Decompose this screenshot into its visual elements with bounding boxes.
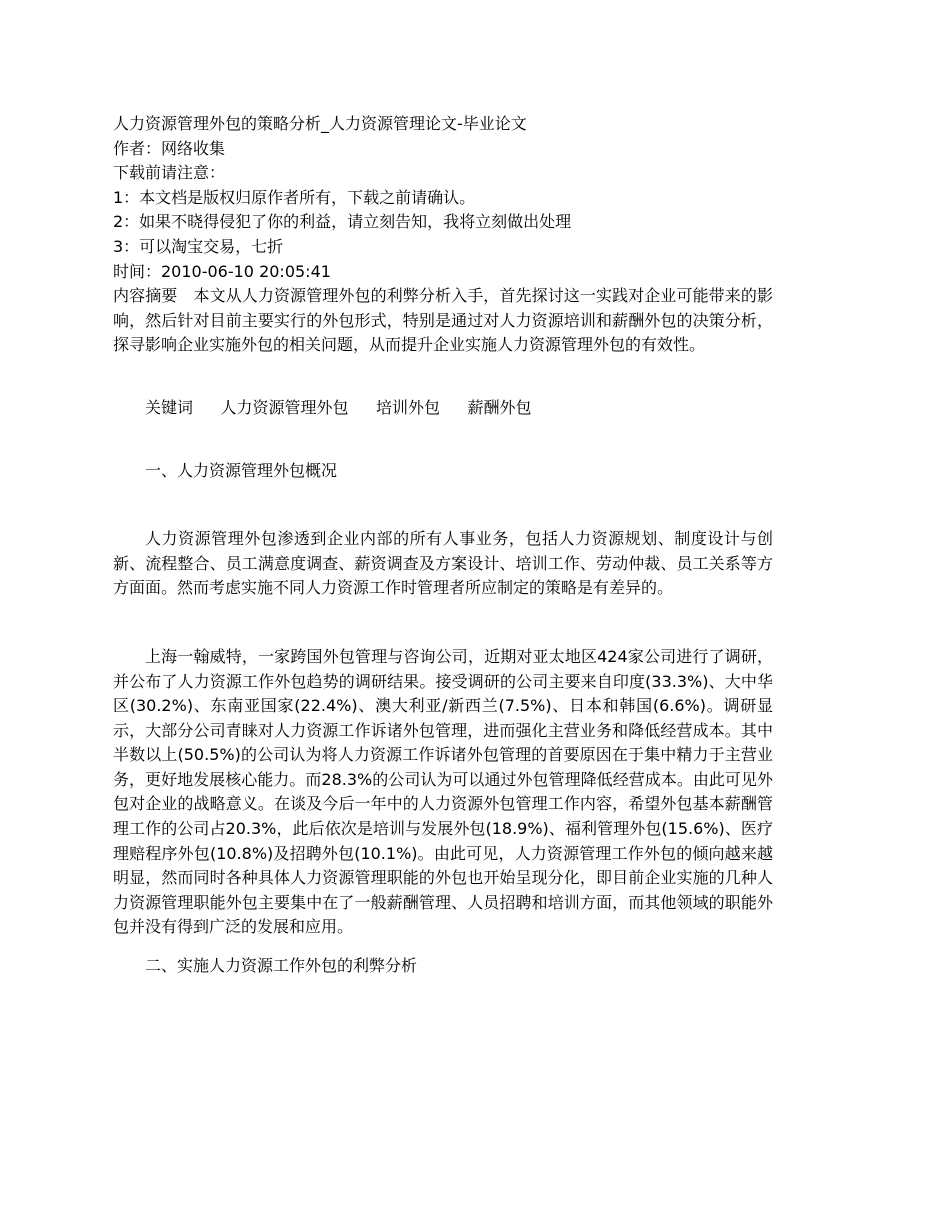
notice-heading: 下载前请注意： (113, 163, 226, 183)
body-paragraph-1: 人力资源管理外包渗透到企业内部的所有人事业务，包括人力资源规划、制度设计与创新、流程整合、员工满意度调查、薪资调查及方案设计、培训工作、劳动仲裁、员工关系等方方面面。然而考虑实施不同人力资源工作时管理者所应制定的策略是有差异的。 (113, 529, 773, 598)
body-paragraph-2: 上海一翰威特，一家跨国外包管理与咨询公司，近期对亚太地区424家公司进行了调研，并公布了人力资源工作外包趋势的调研结果。接受调研的公司主要来自印度(33.3%)、大中华区(30.2%)、东南亚国家(22.4%)、澳大利亚/新西兰(7.5%)、日本和韩国(6.6%)。调研显示，大部分公司青睐对人力资源工作诉诸外包管理，进而强化主营业务和降低经营成本。其中半数以上(50.5%)的公司认为将人力资源工作诉诸外包管理的首要原因在于集中精力于主营业务，更好地发展核心能力。而28.3%的公司认为可以通过外包管理降低经营成本。由此可见外包对企业的战略意义。在谈及今后一年中的人力资源外包管理工作内容，希望外包基本薪酬管理工作的公司占20.3%，此后依次是培训与发展外包(18.9%)、福利管理外包(15.6%)、医疗理赔程序外包(10.8%)及招聘外包(10.1%)。由此可见，人力资源管理工作外包的倾向越来越明显，然而同时各种具体人力资源管理职能的外包也开始呈现分化，即目前企业实施的几种人力资源管理职能外包主要集中在了一般薪酬管理、人员招聘和培训方面，而其他领域的职能外包并没有得到广泛的发展和应用。 (113, 646, 773, 937)
section-heading-2: 二、实施人力资源工作外包的利弊分析 (145, 956, 418, 976)
section-heading-1: 一、人力资源管理外包概况 (145, 460, 338, 480)
keyword-item: 培训外包 (376, 397, 441, 417)
time-line: 时间：2010-06-10 20:05:41 (113, 261, 331, 281)
author-line: 作者：网络收集 (113, 138, 226, 158)
notice-item: 3：可以淘宝交易，七折 (113, 236, 284, 256)
keyword-item: 薪酬外包 (467, 397, 532, 417)
keywords-label: 关键词 (145, 397, 194, 417)
notice-item: 1：本文档是版权归原作者所有，下载之前请确认。 (113, 187, 476, 207)
keyword-item: 人力资源管理外包 (220, 397, 349, 417)
notice-item: 2：如果不晓得侵犯了你的利益，请立刻告知，我将立刻做出处理 (113, 212, 572, 232)
keywords-line (113, 396, 773, 421)
document-page (113, 112, 773, 979)
document-title: 人力资源管理外包的策略分析_人力资源管理论文-毕业论文 (113, 114, 527, 133)
abstract-paragraph: 内容摘要 本文从人力资源管理外包的利弊分析入手，首先探讨这一实践对企业可能带来的影响，然后针对目前主要实行的外包形式，特别是通过对人力资源培训和薪酬外包的决策分析，探寻影响企业实施外包的相关问题，从而提升企业实施人力资源管理外包的有效性。 (113, 286, 773, 355)
